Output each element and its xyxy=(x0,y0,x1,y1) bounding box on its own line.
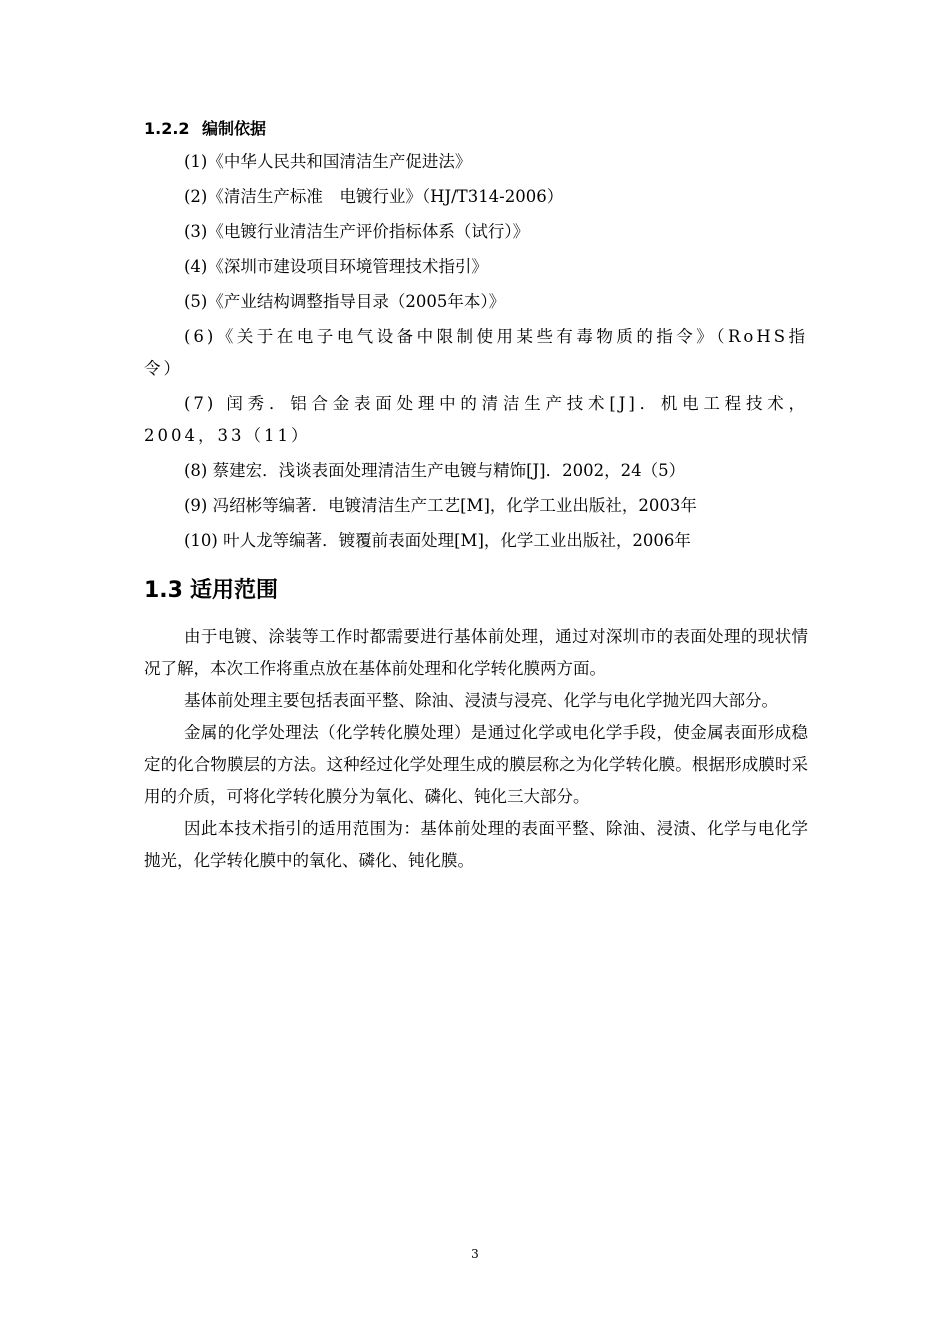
body-paragraph: 基体前处理主要包括表面平整、除油、浸渍与浸亮、化学与电化学抛光四大部分。 xyxy=(184,691,778,710)
reference-item: (5)《产业结构调整指导目录（2005年本）》 xyxy=(184,292,506,311)
reference-item: (8) 蔡建宏．浅谈表面处理清洁生产电镀与精饰[J]．2002，24（5） xyxy=(184,461,686,480)
reference-item: (3)《电镀行业清洁生产评价指标体系（试行）》 xyxy=(184,222,530,241)
section-title: 适用范围 xyxy=(190,578,279,603)
reference-item: (6)《关于在电子电气设备中限制使用某些有毒物质的指令》（RoHS指令） xyxy=(144,327,808,378)
subsection-title: 编制依据 xyxy=(202,119,267,138)
section-number: 1.3 xyxy=(144,578,183,603)
body-paragraph: 因此本技术指引的适用范围为：基体前处理的表面平整、除油、浸渍、化学与电化学抛光，化学转化膜中的氧化、磷化、钝化膜。 xyxy=(144,819,808,870)
reference-item: (10) 叶人龙等编著．镀覆前表面处理[M]，化学工业出版社，2006年 xyxy=(184,531,691,550)
subsection-heading xyxy=(144,112,808,146)
page-number: 3 xyxy=(471,1247,479,1261)
reference-item: (9) 冯绍彬等编著．电镀清洁生产工艺[M]，化学工业出版社，2003年 xyxy=(184,496,697,515)
reference-item: (7) 闰秀．铝合金表面处理中的清洁生产技术[J]．机电工程技术，2004，33（11） xyxy=(144,394,808,445)
reference-item: (4)《深圳市建设项目环境管理技术指引》 xyxy=(184,257,488,276)
section-heading xyxy=(144,575,808,607)
body-paragraph: 金属的化学处理法（化学转化膜处理）是通过化学或电化学手段，使金属表面形成稳定的化合物膜层的方法。这种经过化学处理生成的膜层称之为化学转化膜。根据形成膜时采用的介质，可将化学转化膜分为氧化、磷化、钝化三大部分。 xyxy=(144,723,808,806)
reference-item: (2)《清洁生产标准 电镀行业》（HJ/T314-2006） xyxy=(184,187,564,206)
reference-item: (1)《中华人民共和国清洁生产促进法》 xyxy=(184,152,472,171)
body-paragraph: 由于电镀、涂装等工作时都需要进行基体前处理，通过对深圳市的表面处理的现状情况了解，本次工作将重点放在基体前处理和化学转化膜两方面。 xyxy=(144,627,808,678)
page-content xyxy=(144,112,808,877)
reference-list xyxy=(144,146,808,557)
subsection-number: 1.2.2 xyxy=(144,119,190,138)
